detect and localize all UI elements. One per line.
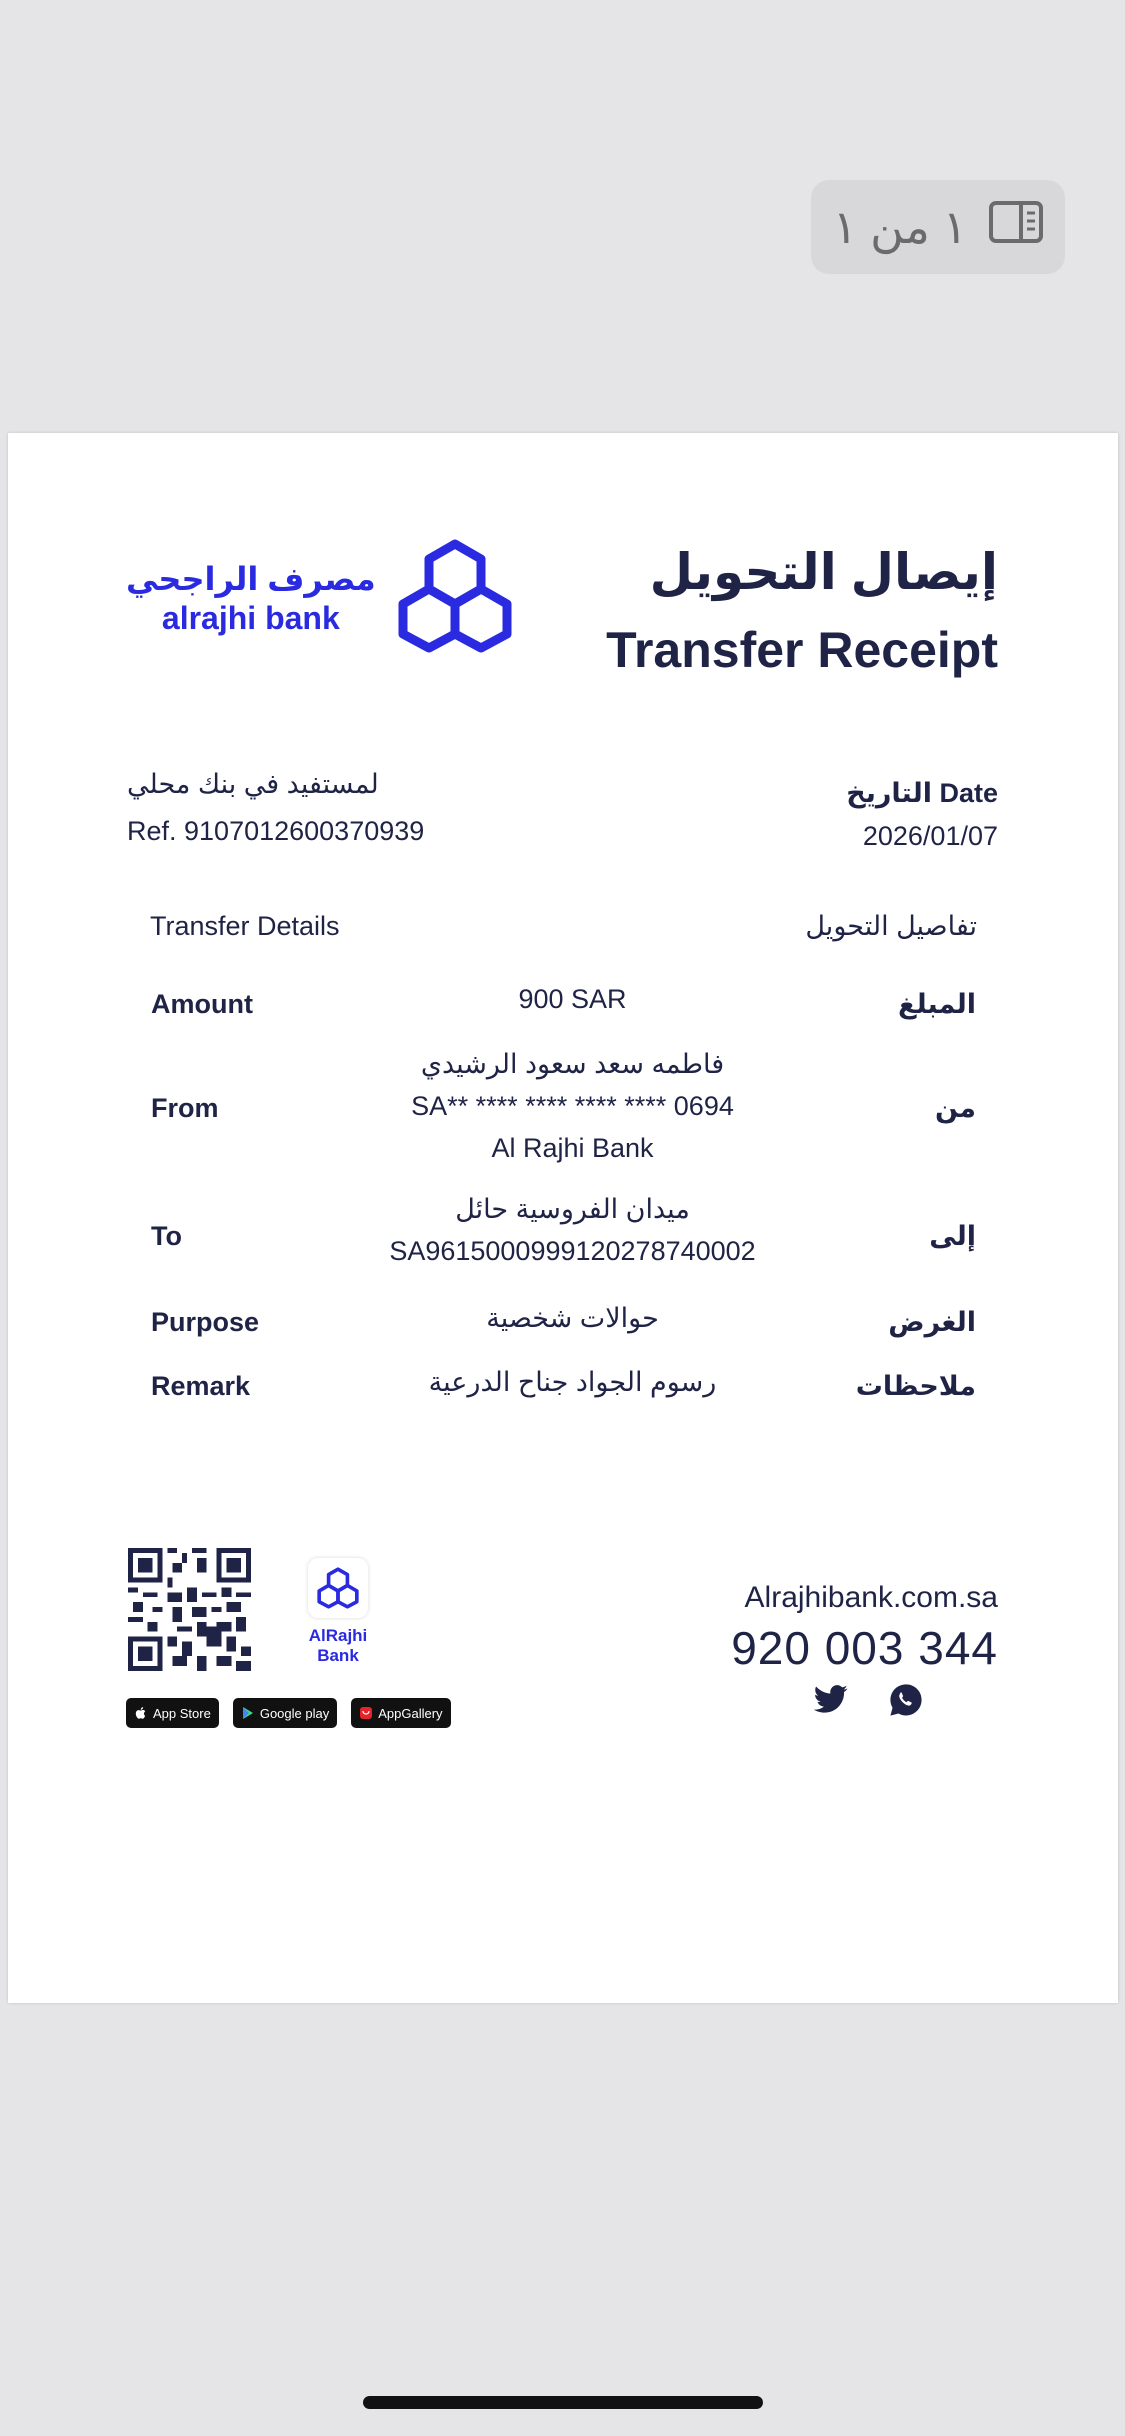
website-link[interactable]: Alrajhibank.com.sa — [744, 1581, 998, 1614]
social-icons — [813, 1683, 923, 1722]
remark-line: رسوم الجواد جناح الدرعية — [428, 1367, 717, 1397]
alrajhi-logo-icon — [396, 538, 514, 659]
from-label-english: From — [151, 1093, 219, 1123]
app-store-label: App Store — [153, 1705, 211, 1721]
title-english: Transfer Receipt — [606, 622, 998, 678]
remark-value — [308, 1361, 837, 1403]
logo-text-arabic: مصرف الراجحي — [126, 561, 376, 597]
to-label-english: To — [151, 1221, 182, 1251]
whatsapp-icon[interactable] — [889, 1683, 923, 1722]
page-indicator[interactable] — [811, 180, 1065, 274]
reference-number: Ref. 9107012600370939 — [127, 816, 425, 846]
amount-line: 900 SAR — [518, 984, 627, 1014]
date-label: التاريخ Date — [846, 778, 998, 808]
section-title-arabic: تفاصيل التحويل — [805, 911, 977, 941]
from-value — [308, 1043, 837, 1169]
sender-iban: SA** **** **** **** **** 0694 — [411, 1091, 734, 1121]
app-logo — [293, 1558, 383, 1666]
sender-bank: Al Rajhi Bank — [491, 1133, 654, 1163]
title-arabic: إيصال التحويل — [649, 544, 998, 600]
recipient-iban: SA9615000999120278740002 — [389, 1236, 756, 1266]
purpose-label-english: Purpose — [151, 1307, 260, 1337]
purpose-line: حوالات شخصية — [486, 1303, 659, 1333]
qr-code — [128, 1548, 251, 1671]
logo-text-english: alrajhi bank — [161, 600, 340, 636]
store-badges — [126, 1698, 451, 1728]
purpose-label-arabic: الغرض — [888, 1307, 976, 1337]
receipt-document — [8, 433, 1118, 2003]
from-label-arabic: من — [934, 1093, 976, 1123]
sender-name: فاطمه سعد سعود الرشيدي — [420, 1049, 725, 1079]
app-gallery-badge[interactable] — [351, 1698, 450, 1728]
to-label-arabic: إلى — [929, 1221, 976, 1251]
huawei-icon — [359, 1706, 373, 1720]
amount-label-arabic: المبلغ — [898, 989, 976, 1019]
reference-block — [127, 769, 424, 847]
bank-logo — [126, 538, 514, 659]
app-store-badge[interactable] — [126, 1698, 219, 1728]
purpose-value — [308, 1297, 837, 1339]
app-name: AlRajhi Bank — [308, 1626, 368, 1665]
twitter-icon[interactable] — [813, 1685, 849, 1720]
google-play-label: Google play — [259, 1705, 330, 1721]
date-value: 2026/01/07 — [862, 821, 998, 851]
amount-value — [308, 978, 837, 1020]
date-block — [846, 778, 998, 852]
amount-label-english: Amount — [151, 989, 253, 1019]
phone-number[interactable]: 920 003 344 — [731, 1622, 998, 1674]
to-value — [308, 1188, 837, 1272]
recipient-name: ميدان الفروسية حائل — [455, 1194, 690, 1224]
sidebar-panel-icon — [989, 200, 1043, 254]
google-play-badge[interactable] — [233, 1698, 337, 1728]
remark-label-english: Remark — [151, 1371, 251, 1401]
remark-label-arabic: ملاحظات — [855, 1371, 976, 1401]
section-title-english: Transfer Details — [150, 911, 340, 941]
google-play-icon — [241, 1706, 255, 1720]
apple-icon — [134, 1706, 148, 1720]
page-count-label: ١ من ١ — [832, 201, 968, 253]
app-logo-box — [308, 1558, 368, 1618]
beneficiary-type: لمستفيد في بنك محلي — [127, 769, 379, 799]
app-gallery-label: AppGallery — [378, 1705, 443, 1721]
alrajhi-app-icon — [316, 1567, 360, 1609]
home-indicator[interactable] — [363, 2396, 763, 2409]
